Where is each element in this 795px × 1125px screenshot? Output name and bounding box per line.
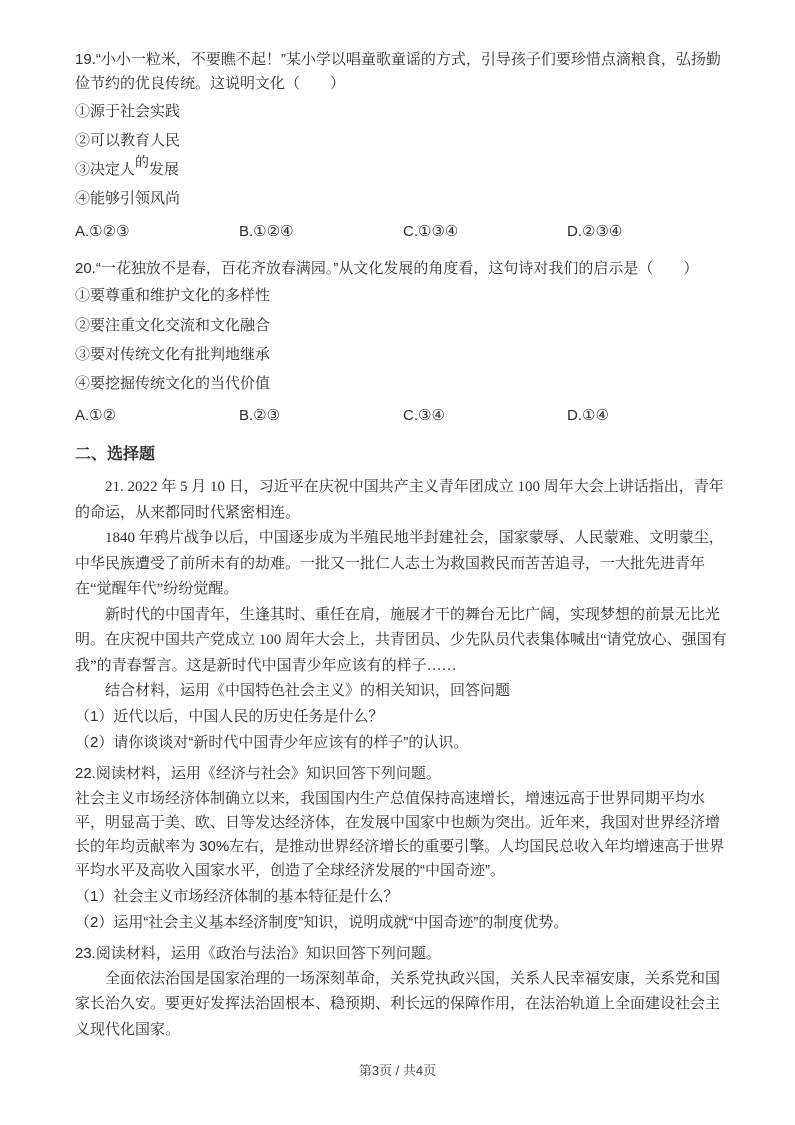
question-19-option-3-text: ③决定人 — [75, 161, 136, 179]
question-22-material: 社会主义市场经济体制确立以来，我国国内生产总值保持高速增长，增速远高于世界同期平均水平，明显高于美、欧、日等发达经济体，在发展中国家中也颇为突出。近年来，我国对世界经济增长的年均贡献率为 30%左右，是推动世界经济增长的重要引擎。人均国民总收入年均增速高于世界平均水平及高收入国家水平，创造了全球经济发展的“中国奇迹”。 — [75, 789, 725, 880]
question-19-choice-b: B.①②④ — [239, 222, 294, 240]
question-19-option-3 — [75, 155, 731, 184]
question-21 — [75, 475, 731, 756]
question-22 — [75, 762, 731, 936]
question-20-option-1: ①要尊重和维护文化的多样性 — [75, 287, 271, 305]
question-19-choice-a: A.①②③ — [75, 222, 130, 240]
question-19-option-2: ②可以教育人民 — [75, 131, 181, 149]
question-22-subquestion-2: （2）运用“社会主义基本经济制度”知识，说明成就“中国奇迹”的制度优势。 — [75, 914, 569, 932]
question-21-paragraph-4: 结合材料，运用《中国特色社会主义》的相关知识，回答问题 — [105, 682, 511, 700]
question-20-option-4: ④要挖掘传统文化的当代价值 — [75, 375, 271, 393]
question-19-choice-d: D.②③④ — [567, 222, 623, 240]
question-20-choice-c: C.③④ — [403, 407, 445, 425]
question-20-choice-d: D.①④ — [567, 407, 609, 425]
question-20-choice-b: B.②③ — [239, 407, 281, 425]
question-19-answer-choices — [75, 219, 731, 245]
question-20-choice-a: A.①② — [75, 407, 117, 425]
question-21-paragraph-3: 新时代的中国青年，生逢其时、重任在肩，施展才干的舞台无比广阔，实现梦想的前景无比光明。在庆祝中国共产党成立 100 周年大会上，共青团员、少先队员代表集体喊出“请党放心、强国有我”的青春誓言。这是新时代中国青少年应该有的样子…… — [75, 606, 727, 674]
question-21-paragraph-1: 21. 2022 年 5 月 10 日，习近平在庆祝中国共产主义青年团成立 100 周年大会上讲话指出，青年的命运，从来都同时代紧密相连。 — [75, 479, 724, 521]
question-19 — [75, 48, 731, 244]
question-23-stem: 23.阅读材料，运用《政治与法治》知识回答下列问题。 — [75, 945, 441, 963]
question-19-stem: 19.“小小一粒米，不要瞧不起！”某小学以唱童歌童谣的方式，引导孩子们要珍惜点滴粮食，弘扬勤俭节约的优良传统。这说明文化（ ） — [75, 51, 721, 93]
page-number: 第3页 / 共4页 — [358, 1063, 437, 1078]
question-20-option-3: ③要对传统文化有批判地继承 — [75, 345, 271, 363]
question-20-answer-choices — [75, 403, 731, 429]
question-19-option-1: ①源于社会实践 — [75, 102, 181, 120]
question-19-option-3-text-end: 发展 — [149, 161, 180, 179]
question-19-choice-c: C.①③④ — [403, 222, 459, 240]
question-20-option-2: ②要注重文化交流和文化融合 — [75, 316, 271, 334]
question-23 — [75, 942, 731, 1043]
page-footer — [0, 1060, 795, 1079]
question-20-stem: 20.“一花独放不是春，百花齐放春满园。”从文化发展的角度看，这句诗对我们的启示是（ ） — [75, 260, 699, 278]
question-21-subquestion-2: （2）请你谈谈对“新时代中国青少年应该有的样子”的认识。 — [75, 734, 469, 752]
section-2-heading: 二、选择题 — [75, 445, 156, 463]
question-19-option-3-raised-char: 的 — [135, 154, 150, 171]
question-19-option-4: ④能够引领风尚 — [75, 190, 181, 208]
question-23-material: 全面依法治国是国家治理的一场深刻革命，关系党执政兴国，关系人民幸福安康，关系党和国家长治久安。要更好发挥法治固根本、稳预期、利长远的保障作用，在法治轨道上全面建设社会主义现代化国家。 — [75, 970, 721, 1038]
question-21-subquestion-1: （1）近代以后，中国人民的历史任务是什么？ — [75, 707, 384, 725]
question-21-paragraph-2: 1840 年鸦片战争以后，中国逐步成为半殖民地半封建社会，国家蒙辱、人民蒙难、文明蒙尘，中华民族遭受了前所未有的劫难。一批又一批仁人志士为救国救民而苦苦追寻，一大批先进青年在“觉醒年代”纷纷觉醒。 — [75, 530, 724, 598]
question-22-subquestion-1: （1）社会主义市场经济体制的基本特征是什么？ — [75, 887, 399, 905]
question-22-stem: 22.阅读材料，运用《经济与社会》知识回答下列问题。 — [75, 765, 441, 783]
question-20 — [75, 257, 731, 429]
